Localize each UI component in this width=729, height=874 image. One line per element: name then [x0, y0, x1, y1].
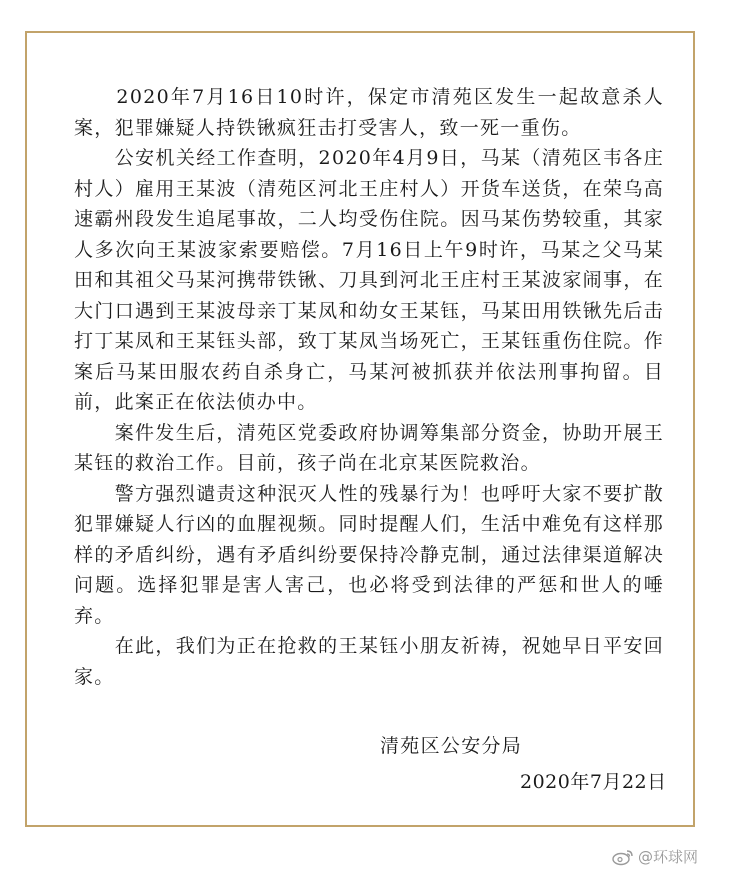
paragraph-aftermath: 案件发生后，清苑区党委政府协调筹集部分资金，协助开展王某钰的救治工作。目前，孩子尚在北京某医院救治。: [74, 421, 664, 474]
statement-body: [74, 82, 664, 692]
issue-date: 2020年7月22日: [520, 771, 667, 793]
issuer-signature: 清苑区公安分局: [380, 735, 523, 757]
paragraph-incident: 2020年7月16日10时许，保定市清苑区发生一起故意杀人案，犯罪嫌疑人持铁锹疯狂击打受害人，致一死一重伤。: [74, 86, 664, 139]
paragraph-investigation: 公安机关经工作查明，2020年4月9日，马某（清苑区韦各庄村人）雇用王某波（清苑区河北王庄村人）开货车送货，在荣乌高速霸州段发生追尾事故，二人均受伤住院。因马某伤势较重，其家人多次向王某波家索要赔偿。7月16日上午9时许，马某之父马某田和其祖父马某河携带铁锹、刀具到河北王庄村王某波家闹事，在大门口遇到王某波母亲丁某凤和幼女王某钰，马某田用铁锹先后击打丁某凤和王某钰头部，致丁某凤当场死亡，王某钰重伤住院。作案后马某田服农药自杀身亡，马某河被抓获并依法刑事拘留。目前，此案正在依法侦办中。: [74, 147, 664, 413]
paragraph-prayer: 在此，我们为正在抢救的王某钰小朋友祈祷，祝她早日平安回家。: [74, 635, 664, 688]
watermark-text: @环球网: [638, 848, 699, 866]
paragraph-police-statement: 警方强烈谴责这种泯灭人性的残暴行为！也呼吁大家不要扩散犯罪嫌疑人行凶的血腥视频。同时提醒人们，生活中难免有这样那样的矛盾纠纷，遇有矛盾纠纷要保持冷静克制，通过法律渠道解决问题。选择犯罪是害人害己，也必将受到法律的严惩和世人的唾弃。: [74, 482, 664, 627]
weibo-icon: [612, 848, 634, 866]
watermark: [612, 846, 698, 867]
